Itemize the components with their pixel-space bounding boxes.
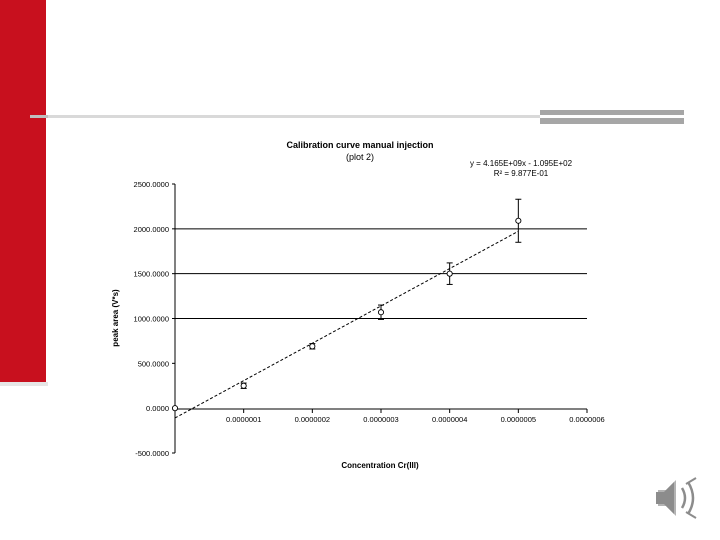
speaker-icon[interactable]	[652, 474, 704, 522]
error-bars	[241, 199, 522, 388]
y-tick-label: 1000.0000	[133, 314, 169, 324]
trendline	[175, 231, 518, 418]
data-point	[241, 383, 246, 388]
y-tick-label: 500.0000	[137, 359, 169, 369]
y-axis-label: peak area (V*s)	[111, 289, 120, 347]
data-point	[172, 406, 177, 411]
y-tick-label: 2000.0000	[133, 224, 169, 234]
x-tick-label: 0.0000002	[294, 415, 331, 424]
chart-subtitle: (plot 2)	[345, 152, 375, 162]
data-point	[310, 344, 315, 349]
data-point	[447, 271, 452, 276]
data-points	[172, 218, 521, 411]
x-tick-label: 0.0000005	[500, 415, 537, 424]
x-tick-label: 0.0000006	[569, 415, 605, 424]
x-axis-label: Concentration Cr(III)	[341, 461, 419, 470]
x-ticks	[226, 409, 605, 424]
data-point	[516, 218, 521, 223]
x-tick-label: 0.0000001	[225, 415, 262, 424]
y-tick-label: 1500.0000	[133, 269, 169, 279]
chart-title: Calibration curve manual injection	[286, 140, 434, 150]
x-tick-label: 0.0000004	[431, 415, 468, 424]
x-tick-label: 0.0000003	[363, 415, 399, 424]
data-point	[378, 310, 383, 315]
trend-r2: R² = 9.877E-01	[493, 169, 549, 178]
y-tick-label: -500.0000	[135, 449, 169, 458]
y-tick-label: 2500.0000	[133, 180, 169, 189]
y-ticks	[134, 180, 175, 458]
trend-equation: y = 4.165E+09x - 1.095E+02	[469, 159, 573, 168]
y-tick-label: 0.0000	[146, 404, 169, 414]
